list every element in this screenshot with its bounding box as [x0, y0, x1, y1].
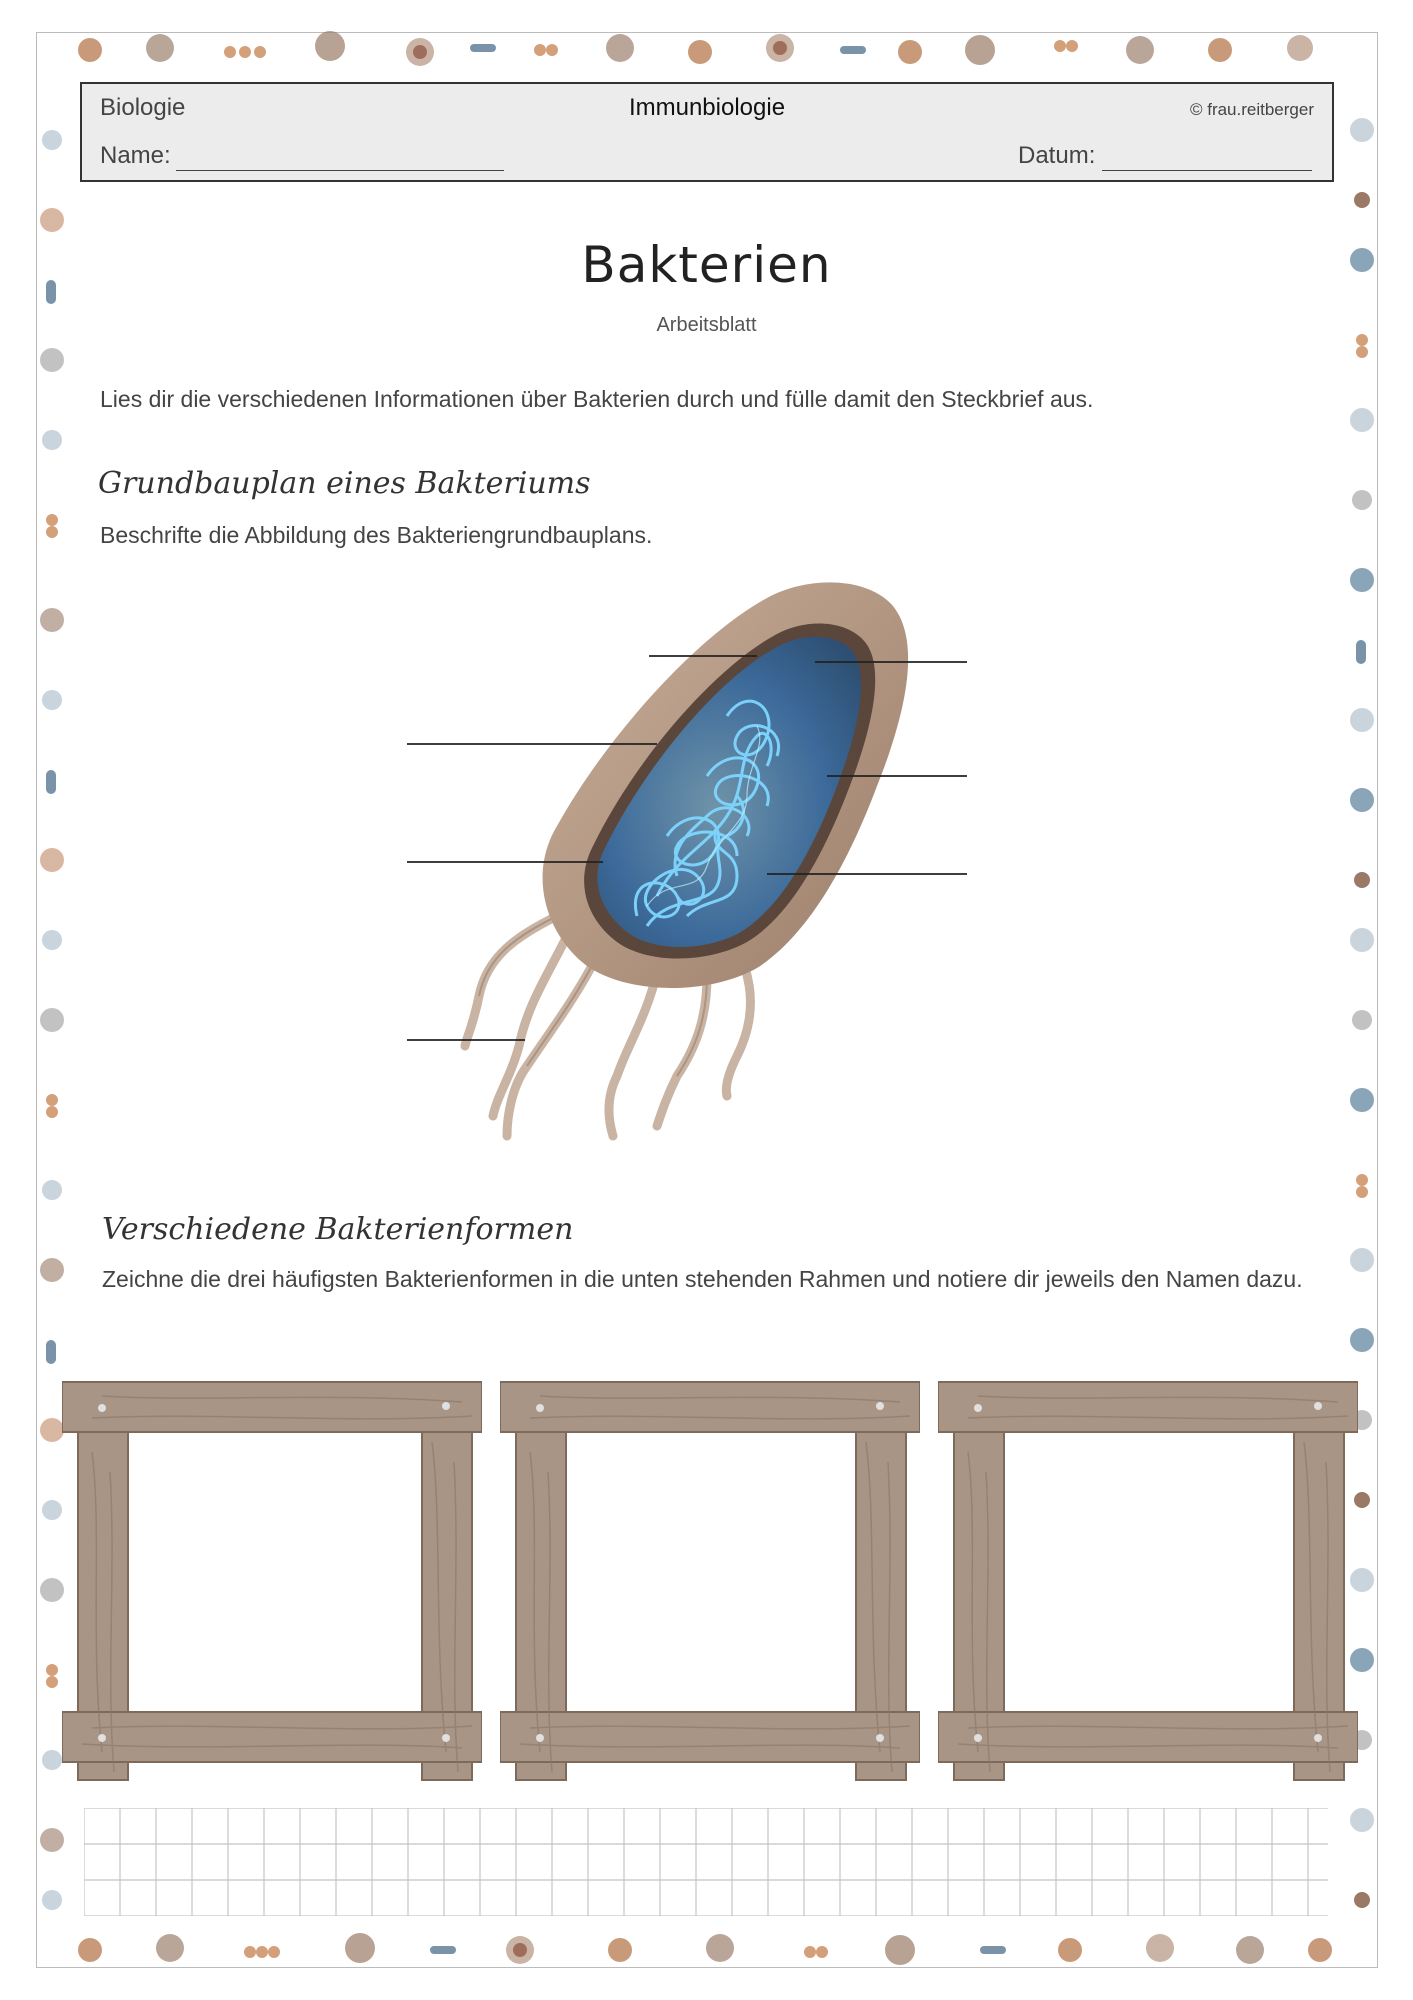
- name-label: Name:: [100, 142, 171, 169]
- pattern-bottom-strip: [78, 1933, 1332, 1965]
- topic-label: Immunbiologie: [628, 94, 786, 121]
- drawing-frame-3[interactable]: [938, 1372, 1358, 1786]
- section-heading-grundbauplan: Grundbauplan eines Bakteriums: [98, 466, 591, 501]
- drawing-frame-1[interactable]: [62, 1372, 482, 1786]
- pattern-top-strip: [78, 31, 1313, 66]
- section-instruction-grundbauplan: Beschrifte die Abbildung des Bakteriengrundbauplans.: [100, 522, 653, 548]
- section-instruction-bakterienformen: Zeichne die drei häufigsten Bakterienformen in die unten stehenden Rahmen und notiere dir jeweils den Namen dazu.: [102, 1266, 1303, 1292]
- page-subtitle: Arbeitsblatt: [656, 314, 757, 336]
- pattern-left-strip: [40, 130, 64, 1910]
- page-title: Bakterien: [581, 236, 832, 294]
- section-heading-bakterienformen: Verschiedene Bakterienformen: [102, 1212, 574, 1247]
- worksheet-header: [80, 82, 1334, 182]
- subject-label: Biologie: [100, 94, 186, 121]
- date-field-line[interactable]: [1102, 170, 1312, 171]
- intro-instruction: Lies dir die verschiedenen Informationen über Bakterien durch und fülle damit den Steckbrief aus.: [100, 386, 1094, 412]
- drawing-frame-2[interactable]: [500, 1372, 920, 1786]
- bacterium-diagram: [407, 576, 1013, 1166]
- name-field-line[interactable]: [176, 170, 504, 171]
- date-label: Datum:: [1018, 142, 1096, 169]
- copyright-label: © frau.reitberger: [1189, 100, 1314, 119]
- writing-grid[interactable]: [84, 1808, 1328, 1916]
